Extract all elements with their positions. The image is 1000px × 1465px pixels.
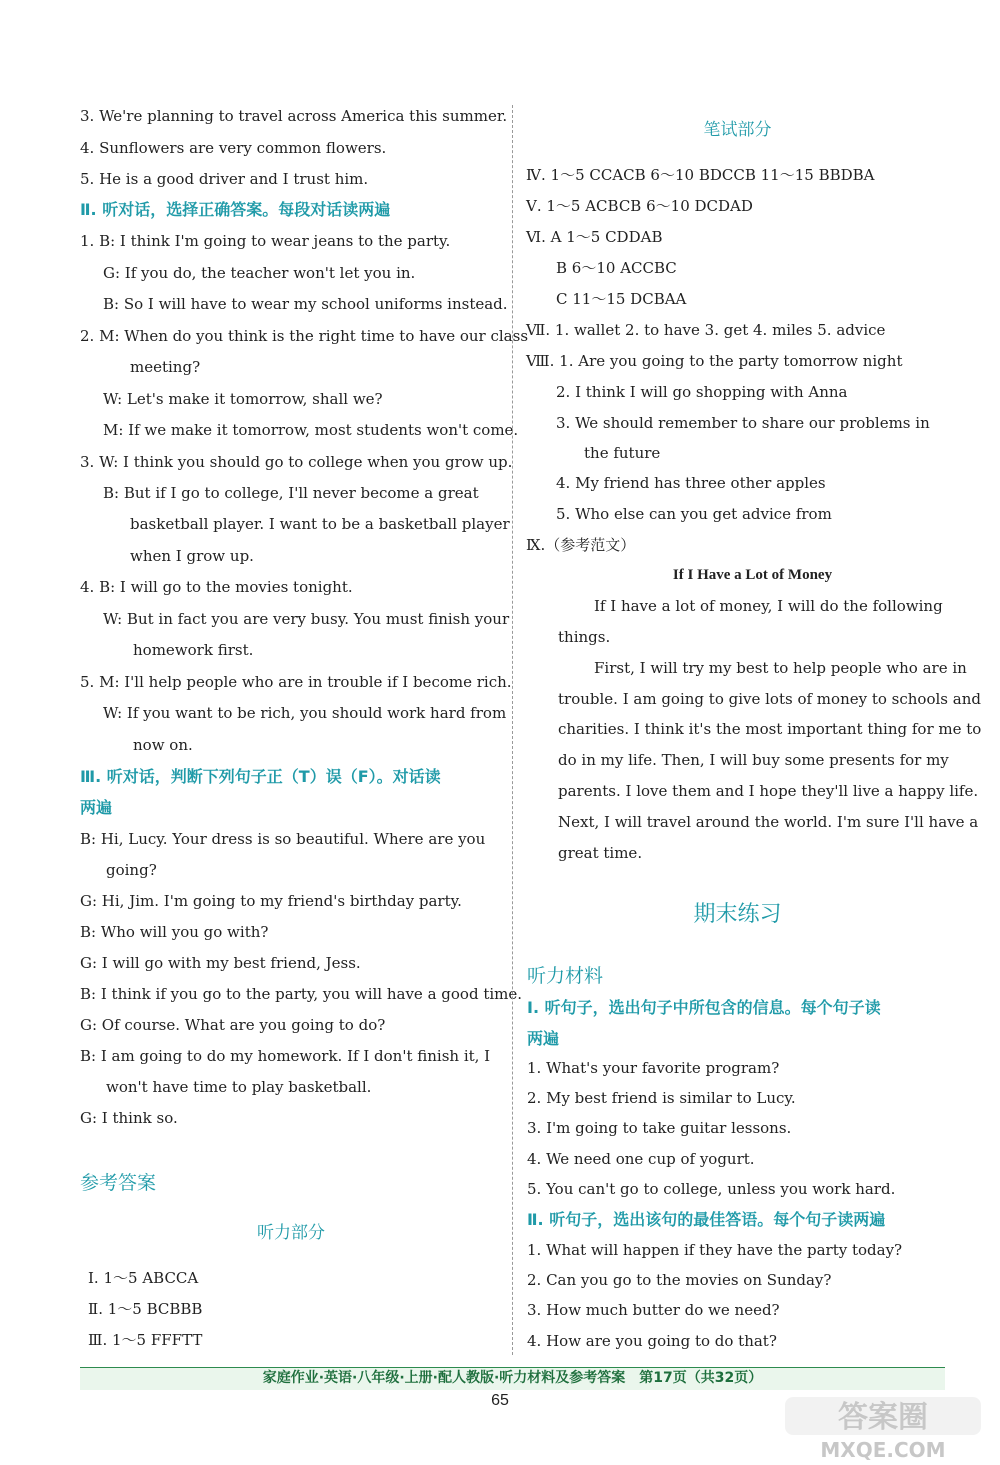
dialogue-line: 4. B: I will go to the movies tonight. <box>80 578 353 596</box>
text-line: 5. You can't go to college, unless you work hard. <box>527 1180 896 1198</box>
dialogue-line: 2. M: When do you think is the right time to have our class <box>80 327 529 345</box>
dialogue-line: W: Let's make it tomorrow, shall we? <box>103 390 383 408</box>
dialogue-line: B: But if I go to college, I'll never become a great <box>103 484 479 502</box>
watermark-logo <box>783 1393 988 1463</box>
text-line: 1. What will happen if they have the party today? <box>527 1241 903 1259</box>
dialogue-line: W: If you want to be rich, you should work hard from <box>103 704 507 722</box>
section-title: 两遍 <box>527 1029 560 1048</box>
dialogue-line: G: Of course. What are you going to do? <box>80 1016 386 1034</box>
answer-line: Ⅶ. 1. wallet 2. to have 3. get 4. miles 5. advice <box>526 321 886 339</box>
answer-line: the future <box>584 444 661 462</box>
listening-heading: 听力部分 <box>257 1223 325 1243</box>
answers-heading: 参考答案 <box>80 1172 157 1194</box>
dialogue-line: going? <box>106 861 157 879</box>
dialogue-line: won't have time to play basketball. <box>106 1078 372 1096</box>
text-line: 2. Can you go to the movies on Sunday? <box>527 1271 832 1289</box>
answer-line: B 6～10 ACCBC <box>556 259 677 277</box>
dialogue-line: B: I am going to do my homework. If I don't finish it, I <box>80 1047 491 1065</box>
answer-line: Ⅷ. 1. Are you going to the party tomorrow night <box>526 352 903 370</box>
page-number: 65 <box>491 1392 509 1409</box>
answer-line: Ⅱ. 1～5 BCBBB <box>88 1300 203 1318</box>
dialogue-line: homework first. <box>133 641 254 659</box>
answer-line: C 11～15 DCBAA <box>556 290 687 308</box>
footer-text: 家庭作业·英语·八年级·上册·配人教版·听力材料及参考答案 第17页（共32页） <box>262 1370 763 1386</box>
essay-line: things. <box>558 628 611 646</box>
dialogue-line: W: But in fact you are very busy. You must finish your <box>103 610 510 628</box>
text-line: 5. He is a good driver and I trust him. <box>80 170 369 188</box>
dialogue-line: G: If you do, the teacher won't let you in. <box>103 264 416 282</box>
dialogue-line: meeting? <box>130 358 201 376</box>
answer-line: Ⅵ. A 1～5 CDDAB <box>526 228 663 246</box>
answer-line: 5. Who else can you get advice from <box>556 505 832 523</box>
dialogue-line: M: If we make it tomorrow, most students won't come. <box>103 421 519 439</box>
section-title: Ⅱ. 听对话，选择正确答案。每段对话读两遍 <box>80 200 391 219</box>
text-line: 3. We're planning to travel across America this summer. <box>80 107 508 125</box>
dialogue-line: basketball player. I want to be a basketball player <box>130 515 510 533</box>
essay-line: First, I will try my best to help people who are in <box>594 659 967 677</box>
dialogue-line: now on. <box>133 736 193 754</box>
dialogue-line: B: Who will you go with? <box>80 923 269 941</box>
dialogue-line: 3. W: I think you should go to college when you grow up. <box>80 453 513 471</box>
text-line: 4. We need one cup of yogurt. <box>527 1150 755 1168</box>
svg-text:MXQE.COM: MXQE.COM <box>820 1438 946 1462</box>
dialogue-line: B: Hi, Lucy. Your dress is so beautiful. Where are you <box>80 830 486 848</box>
dialogue-line: G: I will go with my best friend, Jess. <box>80 954 361 972</box>
dialogue-line: B: So I will have to wear my school uniforms instead. <box>103 295 508 313</box>
column-divider <box>512 105 513 1355</box>
dialogue-line: 5. M: I'll help people who are in trouble if I become rich. <box>80 673 512 691</box>
answer-line: Ⅰ. 1～5 ABCCA <box>88 1269 199 1287</box>
listening-material-heading: 听力材料 <box>527 965 604 987</box>
answer-line: 3. We should remember to share our problems in <box>556 414 930 432</box>
text-line: 3. I'm going to take guitar lessons. <box>527 1119 792 1137</box>
answer-line: Ⅳ. 1～5 CCACB 6～10 BDCCB 11～15 BBDBA <box>526 166 875 184</box>
text-line: 4. Sunflowers are very common flowers. <box>80 139 387 157</box>
essay-line: trouble. I am going to give lots of money to schools and <box>558 690 981 708</box>
essay-line: Next, I will travel around the world. I'm sure I'll have a <box>558 813 979 831</box>
text-line: 2. My best friend is similar to Lucy. <box>527 1089 796 1107</box>
essay-line: parents. I love them and I hope they'll live a happy life. <box>558 782 979 800</box>
dialogue-line: 1. B: I think I'm going to wear jeans to the party. <box>80 232 451 250</box>
text-line: 3. How much butter do we need? <box>527 1301 780 1319</box>
dialogue-line: when I grow up. <box>130 547 254 565</box>
answer-line: Ⅲ. 1～5 FFFTT <box>88 1331 203 1349</box>
written-heading: 笔试部分 <box>703 120 772 140</box>
section-title: Ⅲ. 听对话，判断下列句子正（T）误（F）。对话读 <box>80 767 441 786</box>
answer-line: Ⅴ. 1～5 ACBCB 6～10 DCDAD <box>526 197 753 215</box>
svg-text:答案圈: 答案圈 <box>838 1400 928 1435</box>
final-heading: 期末练习 <box>693 902 782 927</box>
text-line: 4. How are you going to do that? <box>527 1332 777 1350</box>
text-line: 1. What's your favorite program? <box>527 1059 780 1077</box>
dialogue-line: G: Hi, Jim. I'm going to my friend's birthday party. <box>80 892 462 910</box>
essay-line: do in my life. Then, I will buy some presents for my <box>558 751 949 769</box>
dialogue-line: G: I think so. <box>80 1109 178 1127</box>
section-title: Ⅱ. 听句子，选出该句的最佳答语。每个句子读两遍 <box>527 1210 886 1229</box>
essay-line: great time. <box>558 844 643 862</box>
essay-line: charities. I think it's the most important thing for me to <box>558 720 982 738</box>
answer-line: Ⅸ.（参考范文） <box>526 536 636 554</box>
section-title: Ⅰ. 听句子，选出句子中所包含的信息。每个句子读 <box>527 998 881 1017</box>
essay-title: If I Have a Lot of Money <box>672 567 833 583</box>
answer-line: 2. I think I will go shopping with Anna <box>556 383 848 401</box>
essay-line: If I have a lot of money, I will do the following <box>594 597 943 615</box>
dialogue-line: B: I think if you go to the party, you will have a good time. <box>80 985 523 1003</box>
answer-line: 4. My friend has three other apples <box>556 474 826 492</box>
section-title: 两遍 <box>80 798 113 817</box>
